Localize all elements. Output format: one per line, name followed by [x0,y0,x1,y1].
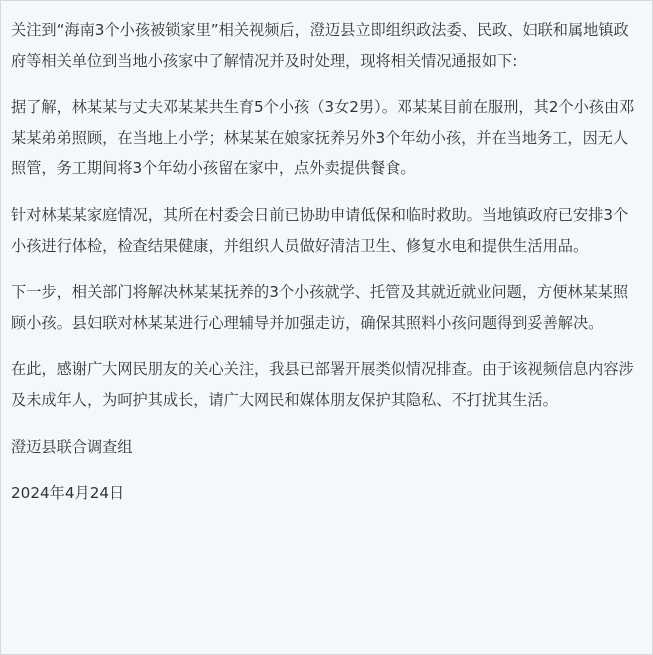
signature: 澄迈县联合调查组 [11,437,133,456]
paragraph-appeal: 在此，感谢广大网民朋友的关心关注，我县已部署开展类似情况排查。由于该视频信息内容涉及未成年人，为呵护其成长，请广大网民和媒体朋友保护其隐私、不打扰其生活。 [11,360,634,409]
paragraph-measures: 针对林某某家庭情况，其所在村委会日前已协助申请低保和临时救助。当地镇政府已安排3个小孩进行体检，检查结果健康，并组织人员做好清洁卫生、修复水电和提供生活用品。 [11,205,629,255]
notice-body [1,1,652,509]
notice-date: 2024年4月24日 [11,484,125,503]
paragraph-intro: 关注到“海南3个小孩被锁家里”相关视频后，澄迈县立即组织政法委、民政、妇联和属地镇政府等相关单位到当地小孩家中了解情况并及时处理，现将相关情况通报如下: [11,21,629,70]
paragraph-background: 据了解，林某某与丈夫邓某某共生育5个小孩（3女2男）。邓某某目前在服刑，其2个小孩由邓某某弟弟照顾，在当地上小学；林某某在娘家抚养另外3个年幼小孩，并在当地务工，因无人照管，务工期间将3个年幼小孩留在家中，点外卖提供餐食。 [11,98,635,178]
paragraph-next-steps: 下一步，相关部门将解决林某某抚养的3个小孩就学、托管及其就近就业问题，方便林某某照顾小孩。县妇联对林某某进行心理辅导并加强走访，确保其照料小孩问题得到妥善解决。 [11,283,629,332]
